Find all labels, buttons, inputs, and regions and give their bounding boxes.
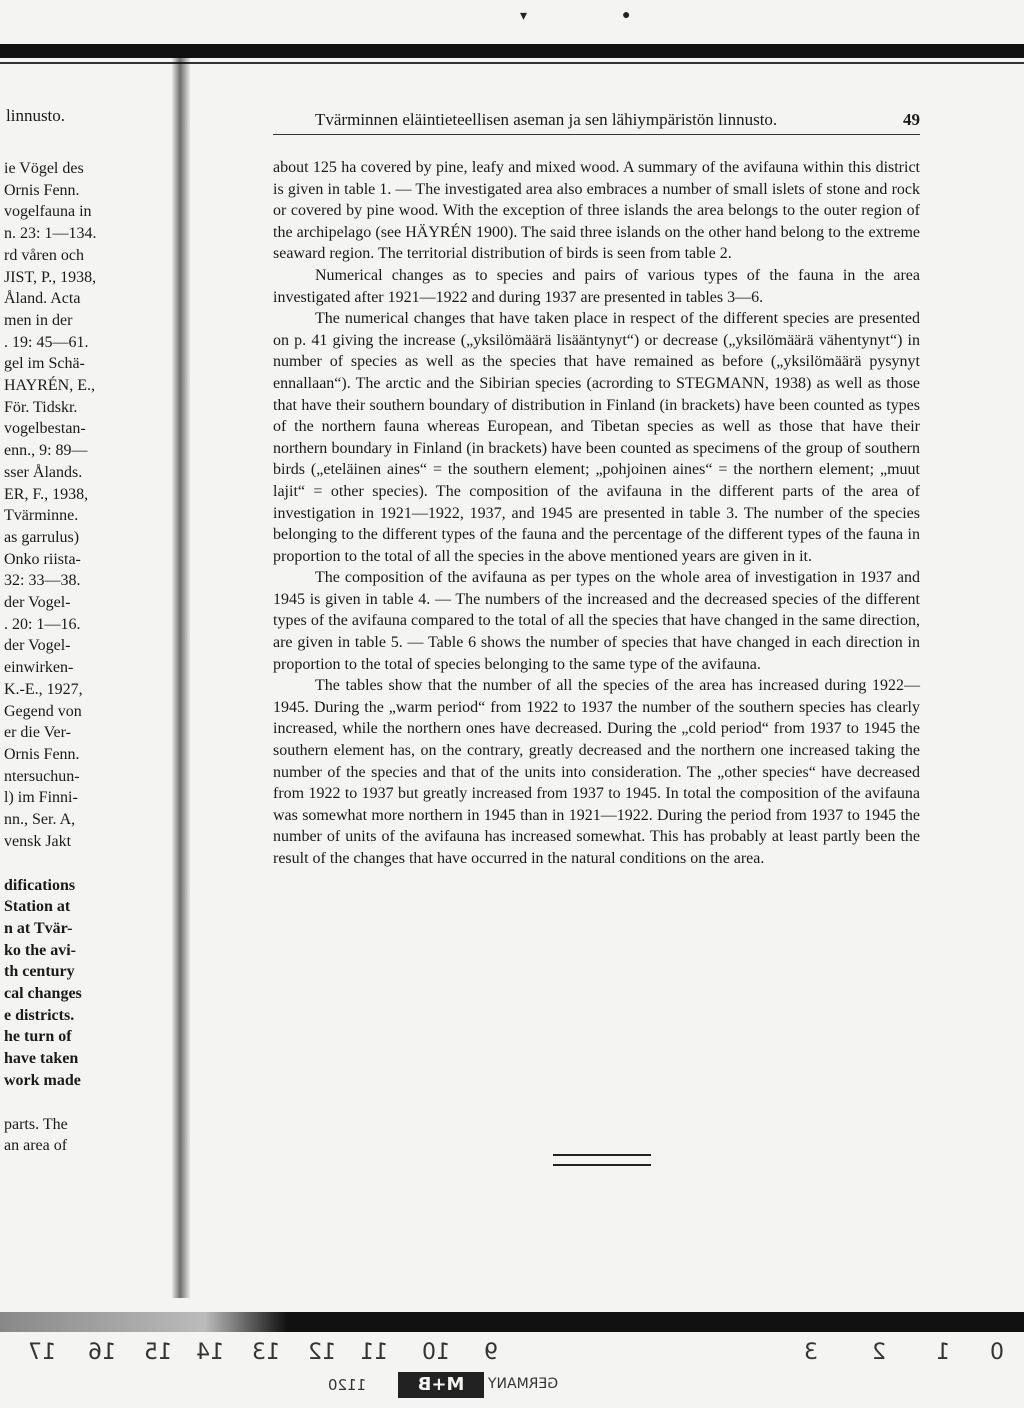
left-text-line: 32: 33—38.	[4, 572, 81, 590]
left-text-line: enn., 9: 89—	[4, 442, 88, 460]
ruler-number: 3	[804, 1340, 818, 1365]
paragraph: The numerical changes that have taken place in respect of the different species are presented on p. 41 giving the increase („yksilömäärä lisääntynyt“) or decrease („yksilömäärä vähentynyt“) in number of species as well as the species that have remained as before („yksilömäärä pysynyt ennallaan“). The arctic and the Sibirian species (acrording to STEGMANN, 1938) as well as those that have their southern boundary of distribution in Finland (in brackets) have been counted as types of the northern fauna whereas European, and Tibetan species as well as those that have their northern boundary in Finland (in brackets) have been counted as specimens of the group of southern birds („eteläinen aines“ = the southern element; „pohjoinen aines“ = the northern element; „muut lajit“ = other species). The composition of the avifauna in the different parts of the area of investigation in 1921—1922, 1937, and 1945 are presented in table 3. The number of the species belonging to the different types of the fauna and the percentage of the different types of the fauna in proportion to the total of all the species in the above mentioned years are given in it.	[273, 310, 920, 565]
left-text-line: gel im Schä-	[4, 355, 85, 373]
left-tail-lines	[0, 1114, 115, 1157]
paragraph: The composition of the avifauna as per types on the whole area of investigation in 1937 and 1945 is given in table 4. — The numbers of the increased and the decreased species of the different types of the avifauna compared to the total of all the species that have changed in the same direction, are given in table 5. — Table 6 shows the number of species that have changed in each direction in proportion to the total of species belonging to the same type of the avifauna.	[273, 569, 920, 673]
scan-mark-icon: ▾	[520, 9, 528, 24]
left-text-line: ie Vögel des	[4, 160, 84, 177]
left-text-line: e districts.	[4, 1006, 75, 1024]
ruler-brand-text: GERMANY	[488, 1376, 559, 1392]
left-text-line: work made	[4, 1071, 81, 1089]
left-text-line: der Vogel-	[4, 637, 71, 655]
page-gutter-shadow	[172, 58, 190, 1298]
left-text-line: nn., Ser. A,	[4, 811, 76, 829]
section-end-rule	[553, 1154, 651, 1166]
left-text-line: JIST, P., 1938,	[4, 268, 97, 286]
left-text-line: vensk Jakt	[4, 832, 72, 850]
ruler-number: 0	[990, 1340, 1004, 1365]
ruler-number: 2	[872, 1340, 886, 1365]
running-header	[273, 110, 920, 135]
left-text-line: l) im Finni-	[4, 789, 78, 807]
left-text-line: he turn of	[4, 1028, 72, 1046]
ruler-number: 16	[88, 1340, 116, 1365]
main-page	[273, 110, 920, 870]
left-text-line: . 20: 1—16.	[4, 615, 81, 633]
left-text-line: Tvärminne.	[4, 507, 79, 525]
scan-mark-icon: ●	[622, 8, 631, 23]
ruler-code: 1120	[328, 1376, 367, 1394]
left-text-line: HAYRÉN, E.,	[4, 377, 95, 395]
paragraph: The tables show that the number of all the species of the area has increased during 1922—1945. During the „warm period“ from 1922 to 1937 the number of the southern species has clearly increased, while the northern ones have decreased. During the „cold period“ from 1937 to 1945 the southern element has, on the contrary, greatly decreased and the northern one increased taking the number of the species and that of the units into consideration. The „other species“ have decreased from 1922 to 1937 but greatly increased from 1937 to 1945. In total the composition of the avifauna was somewhat more northern in 1945 than in 1921—1922. During the period from 1937 to 1945 the number of units of the avifauna has increased somewhat. This has probably at least partly been the result of the changes that have occurred in the natural conditions on the area.	[273, 677, 920, 867]
section-gap	[0, 1092, 115, 1114]
left-text-line: as garrulus)	[4, 528, 80, 546]
left-text-line: have taken	[4, 1050, 79, 1068]
left-text-line: difications	[4, 876, 76, 894]
scan-scale-ruler	[0, 1340, 1024, 1370]
left-text-line: sser Ålands.	[4, 463, 83, 481]
left-text-line: Gegend von	[4, 702, 82, 720]
left-text-line: För. Tidskr.	[4, 398, 78, 416]
ruler-number: 14	[196, 1340, 224, 1365]
scan-bottom-border	[0, 1312, 1024, 1332]
ruler-number: 1	[936, 1340, 950, 1365]
ruler-number: 9	[484, 1340, 498, 1365]
left-text-line: ER, F., 1938,	[4, 485, 89, 503]
left-running-header: linnusto.	[6, 106, 66, 125]
left-text-line: an area of	[4, 1137, 68, 1155]
left-text-line: Station at	[4, 898, 71, 916]
left-text-line: parts. The	[4, 1115, 68, 1133]
left-text-line: ko the avi-	[4, 941, 76, 959]
left-summary-lines	[0, 875, 115, 1092]
left-text-line: Ornis Fenn.	[4, 181, 80, 199]
ruler-number: 17	[28, 1340, 56, 1365]
left-text-line: vogelfauna in	[4, 203, 92, 221]
left-text-line: einwirken-	[4, 659, 74, 677]
ruler-number: 10	[422, 1340, 450, 1365]
paragraph: Numerical changes as to species and pairs of various types of the fauna in the area investigated after 1921—1922 and during 1937 are presented in tables 3—6.	[273, 266, 920, 306]
left-reference-lines	[0, 158, 115, 853]
page-number: 49	[903, 110, 920, 129]
left-page-fragment	[0, 100, 115, 1155]
left-text-line: vogelbestan-	[4, 420, 86, 438]
left-text-line: K.-E., 1927,	[4, 680, 83, 698]
running-header-title: Tvärminnen eläintieteellisen aseman ja sen lähiympäristön linnusto.	[315, 110, 778, 129]
left-text-line: der Vogel-	[4, 594, 71, 612]
scan-top-border	[0, 44, 1024, 58]
left-text-line: Ornis Fenn.	[4, 745, 80, 763]
left-text-line: rd våren och	[4, 246, 84, 264]
body-text	[273, 157, 920, 870]
left-text-line: th century	[4, 963, 75, 981]
ruler-number: 12	[308, 1340, 336, 1365]
ruler-number: 15	[144, 1340, 172, 1365]
left-text-line: n. 23: 1—134.	[4, 225, 97, 243]
left-text-line: cal changes	[4, 985, 82, 1003]
left-text-line: er die Ver-	[4, 724, 71, 742]
paragraph: about 125 ha covered by pine, leafy and mixed wood. A summary of the avifauna within this district is given in table 1. — The investigated area also embraces a number of small islets of stone and rock or covered by pine wood. With the exception of three islands the area belongs to the outer region of the archipelago (see HÄYRÉN 1900). The said three islands on the other hand belong to the extreme seaward region. The territorial distribution of birds is seen from table 2.	[273, 159, 920, 263]
left-text-line: men in der	[4, 311, 73, 329]
left-text-line: n at Tvär-	[4, 919, 73, 937]
ruler-number: 11	[360, 1340, 388, 1365]
ruler-number: 13	[252, 1340, 280, 1365]
left-text-line: . 19: 45—61.	[4, 333, 89, 351]
ruler-brand-logo: M+B	[398, 1372, 484, 1398]
left-text-line: Åland. Acta	[4, 290, 81, 308]
section-gap	[0, 853, 115, 875]
left-text-line: Onko riista-	[4, 550, 81, 568]
left-text-line: ntersuchun-	[4, 767, 80, 785]
